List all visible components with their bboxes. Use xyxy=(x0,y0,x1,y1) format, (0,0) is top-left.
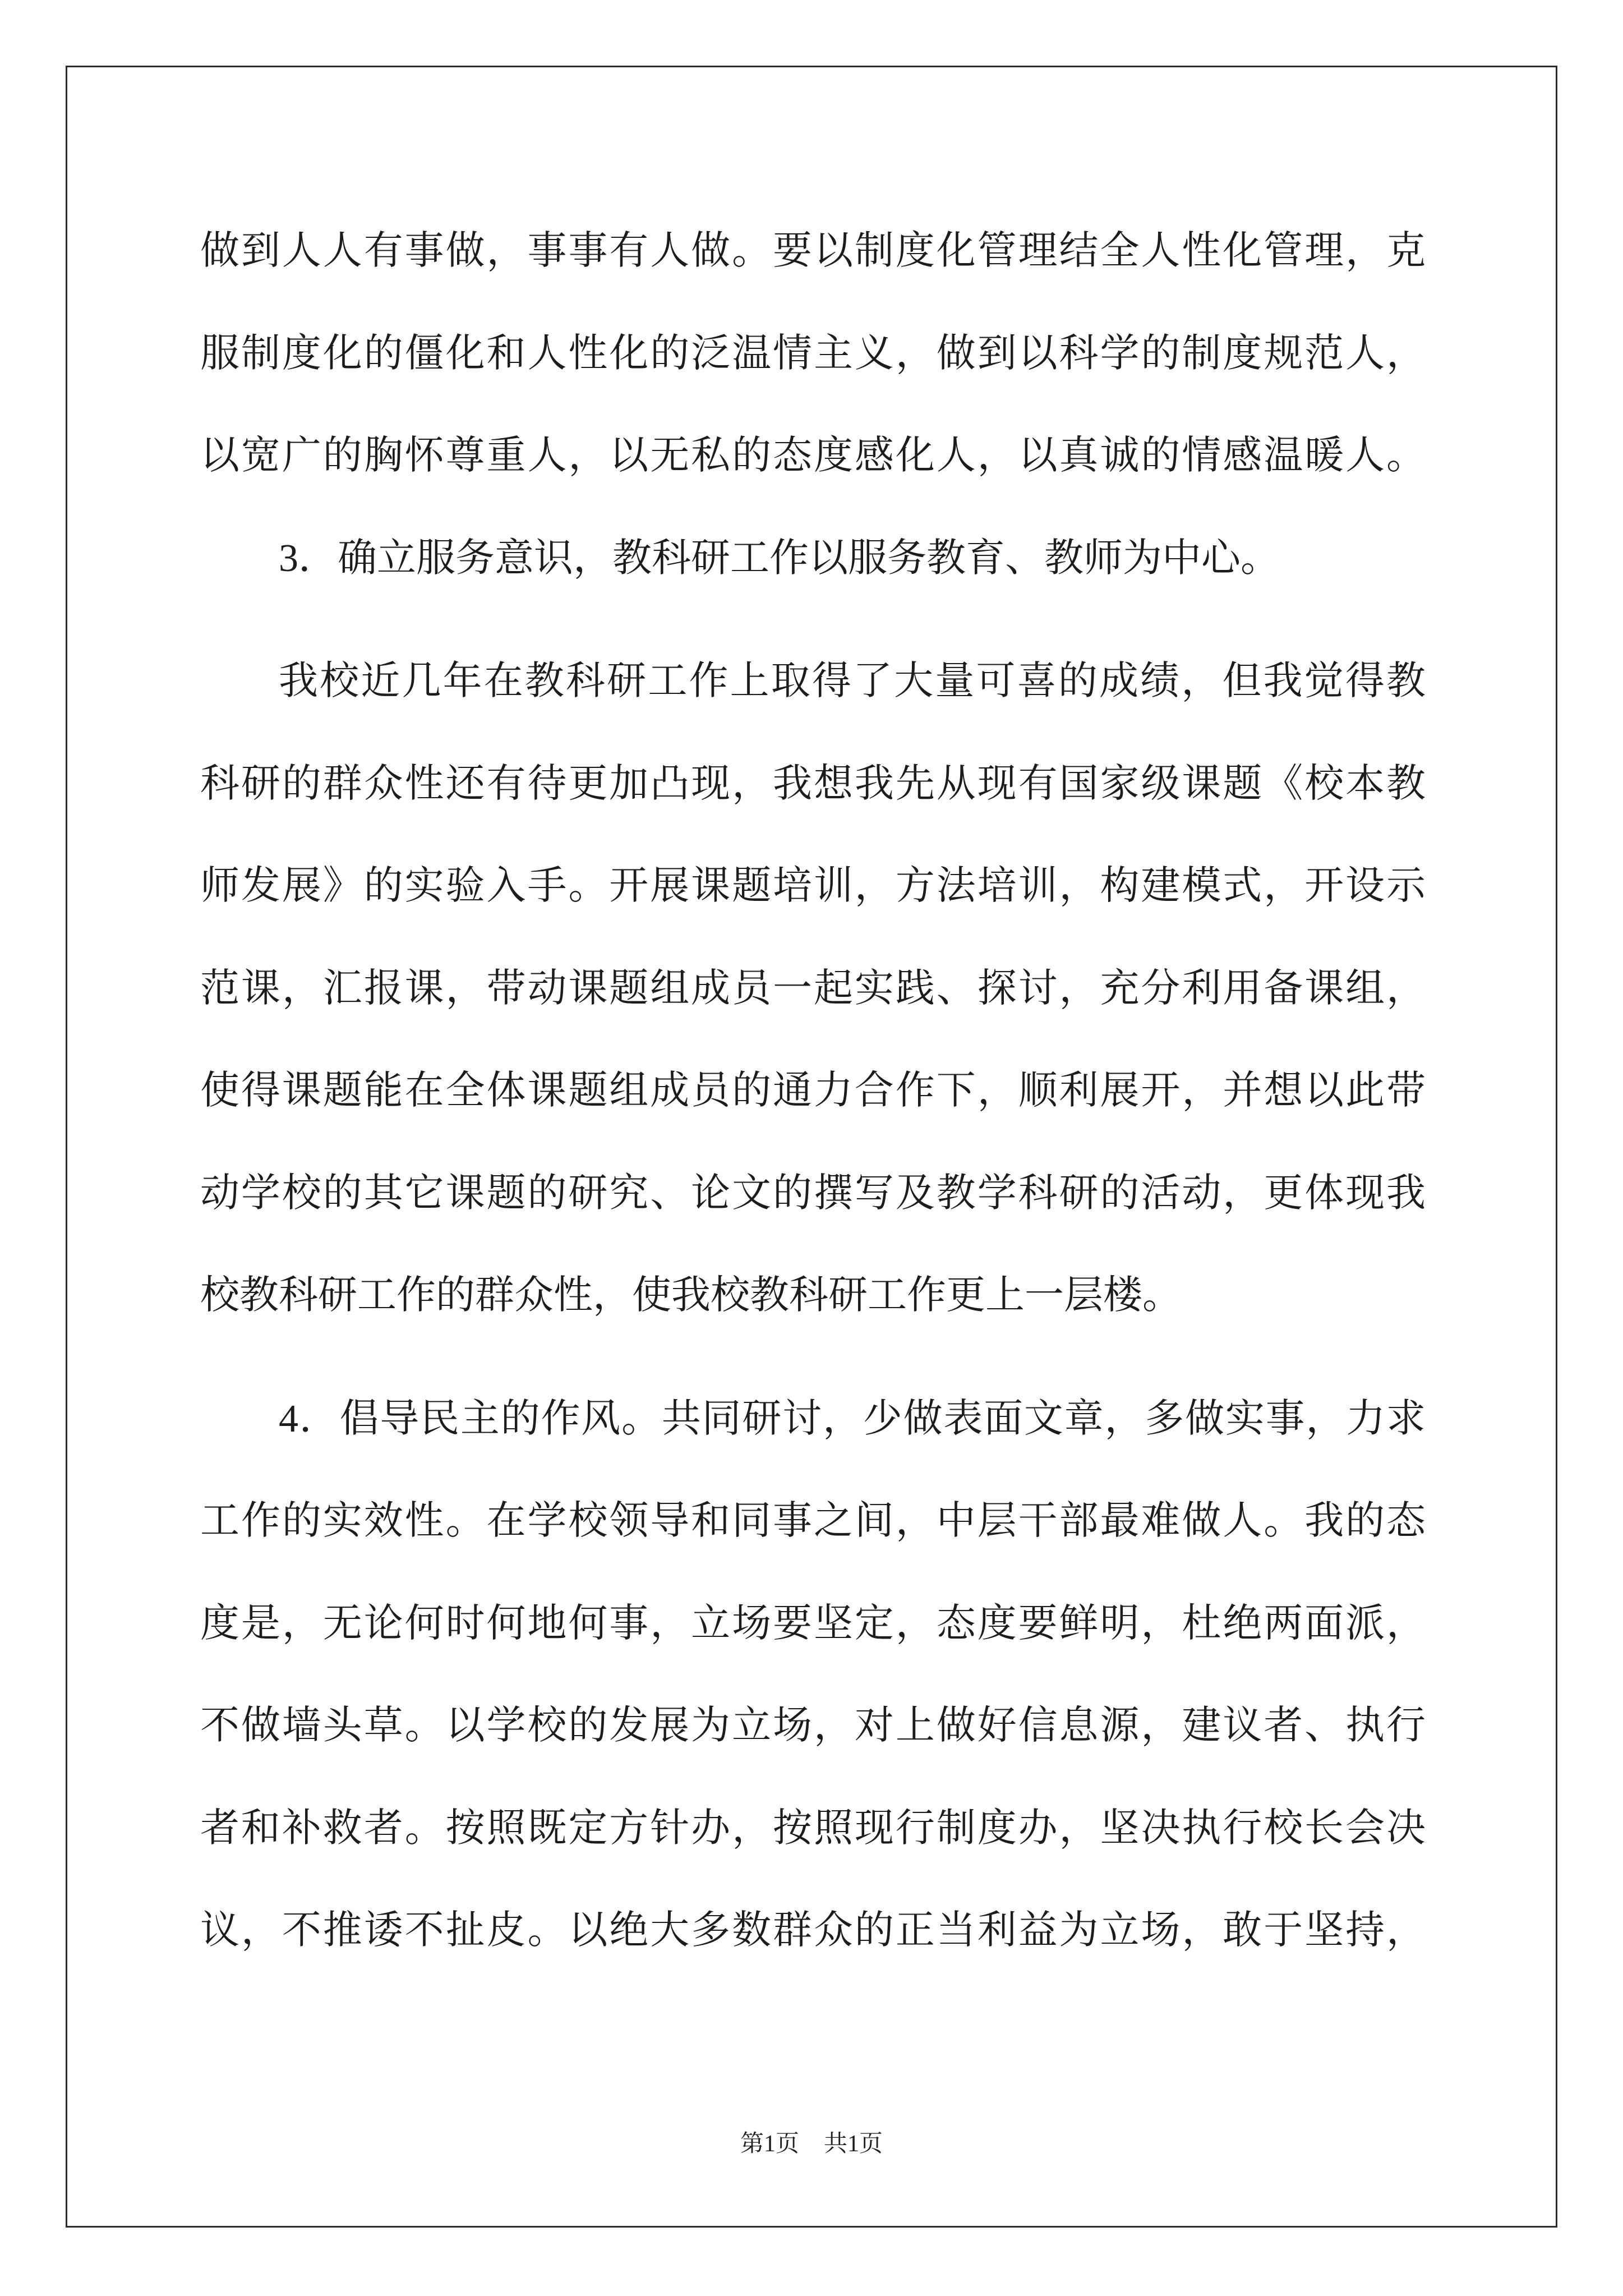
text-line: 工作的实效性。在学校领导和同事之间，中层干部最难做人。我的态 xyxy=(200,1499,1426,1543)
text-line: 以宽广的胸怀尊重人，以无私的态度感化人，以真诚的情感温暖人。 xyxy=(200,434,1426,477)
paragraph xyxy=(200,200,1426,508)
paragraph-heading-3 xyxy=(200,508,1426,610)
text-line: 者和补救者。按照既定方针办，按照现行制度办，坚决执行校长会决 xyxy=(200,1806,1426,1850)
text-line: 做到人人有事做，事事有人做。要以制度化管理结全人性化管理，克 xyxy=(200,229,1426,273)
text-line: 3．确立服务意识，教科研工作以服务教育、教师为中心。 xyxy=(279,536,1280,580)
body-text xyxy=(200,200,1426,1982)
page-number-current: 第1页 xyxy=(740,2131,799,2157)
text-line: 我校近几年在教科研工作上取得了大量可喜的成绩，但我觉得教 xyxy=(279,660,1426,703)
page-footer xyxy=(0,2127,1623,2161)
text-line: 动学校的其它课题的研究、论文的撰写及教学科研的活动，更体现我 xyxy=(200,1171,1426,1215)
paragraph xyxy=(200,631,1426,1347)
text-line: 议，不推诿不扯皮。以绝大多数群众的正当利益为立场，敢于坚持， xyxy=(200,1909,1426,1952)
text-line: 师发展》的实验入手。开展课题培训，方法培训，构建模式，开设示 xyxy=(200,864,1426,908)
page-number-total: 共1页 xyxy=(824,2131,883,2157)
text-line: 科研的群众性还有待更加凸现，我想我先从现有国家级课题《校本教 xyxy=(200,762,1426,806)
text-line: 度是，无论何时何地何事，立场要坚定，态度要鲜明，杜绝两面派， xyxy=(200,1602,1426,1645)
paragraph xyxy=(200,1368,1426,1982)
text-line: 校教科研工作的群众性，使我校教科研工作更上一层楼。 xyxy=(200,1274,1182,1317)
text-line: 4．倡导民主的作风。共同研讨，少做表面文章，多做实事，力求 xyxy=(279,1397,1426,1441)
text-line: 使得课题能在全体课题组成员的通力合作下，顺利展开，并想以此带 xyxy=(200,1069,1426,1112)
text-line: 不做墙头草。以学校的发展为立场，对上做好信息源，建议者、执行 xyxy=(200,1704,1426,1747)
text-line: 服制度化的僵化和人性化的泛温情主义，做到以科学的制度规范人， xyxy=(200,332,1426,375)
text-line: 范课，汇报课，带动课题组成员一起实践、探讨，充分利用备课组， xyxy=(200,967,1426,1010)
